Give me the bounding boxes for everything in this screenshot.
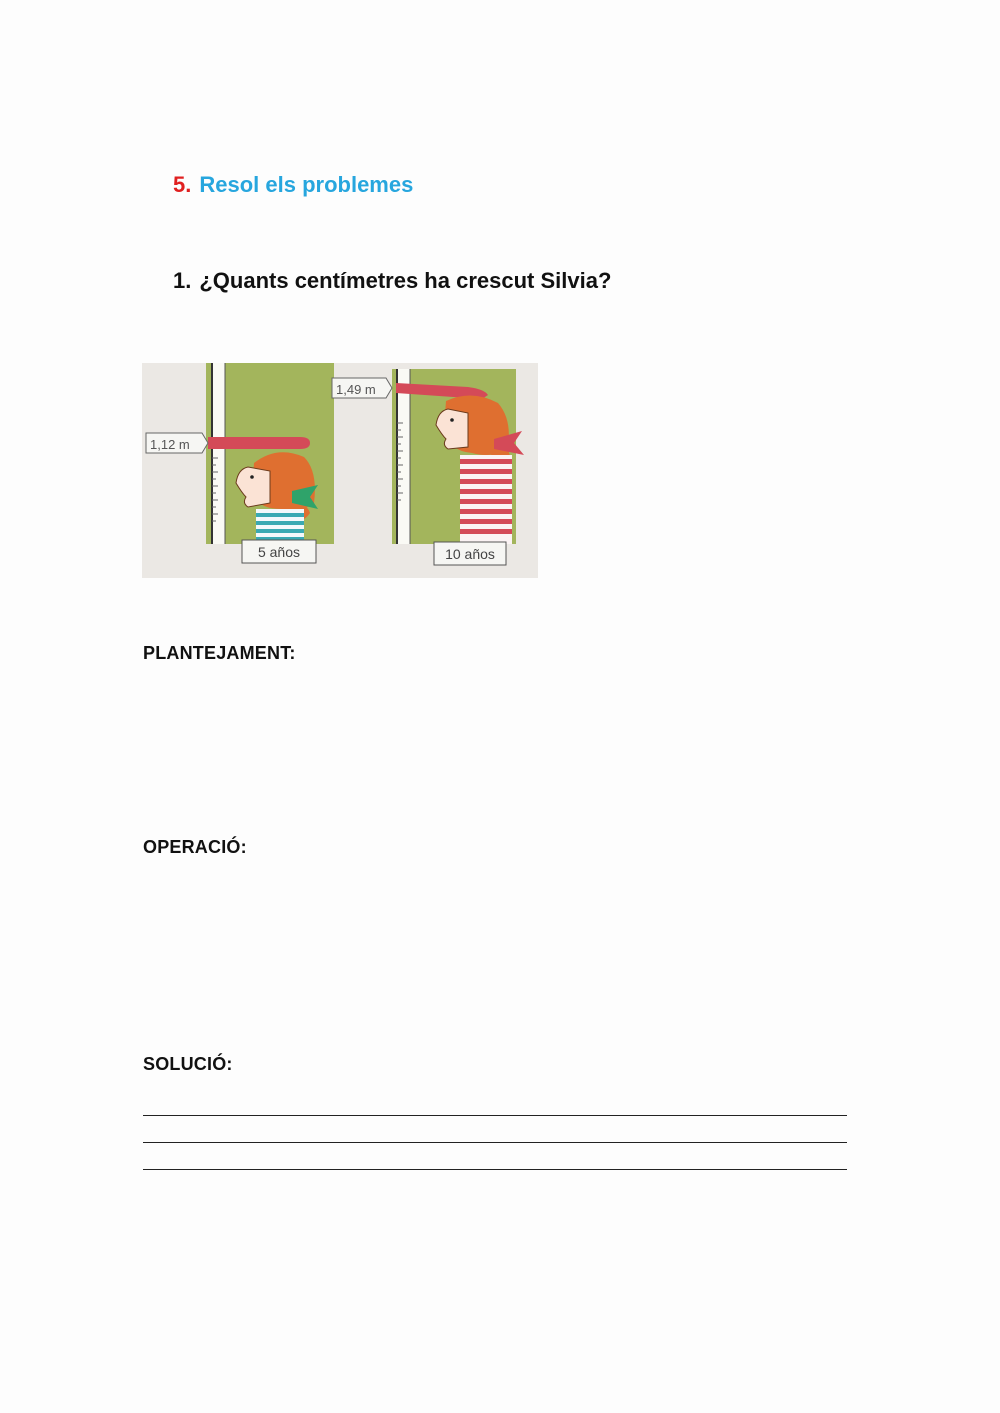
right-ruler: [397, 369, 410, 544]
left-measure-band: [208, 437, 310, 449]
question-text: ¿Quants centímetres ha crescut Silvia?: [199, 268, 612, 293]
section-heading: [173, 172, 413, 198]
question: [173, 268, 611, 294]
section-number: 5.: [173, 172, 192, 197]
question-number: 1.: [173, 268, 192, 293]
height-illustration: [142, 363, 538, 578]
plantejament-label: PLANTEJAMENT:: [143, 643, 296, 663]
right-height-text: 1,49 m: [336, 382, 376, 397]
right-age-text: 10 años: [445, 546, 495, 562]
left-ruler: [212, 363, 225, 544]
answer-line[interactable]: [143, 1169, 847, 1170]
left-age-text: 5 años: [257, 544, 301, 560]
solucio-label: SOLUCIÓ:: [143, 1054, 233, 1074]
operacio-label: OPERACIÓ:: [143, 837, 247, 857]
answer-line[interactable]: [143, 1142, 847, 1143]
left-height-text: 1,12 m: [150, 437, 190, 452]
answer-line[interactable]: [143, 1115, 847, 1116]
section-title: Resol els problemes: [199, 172, 414, 197]
